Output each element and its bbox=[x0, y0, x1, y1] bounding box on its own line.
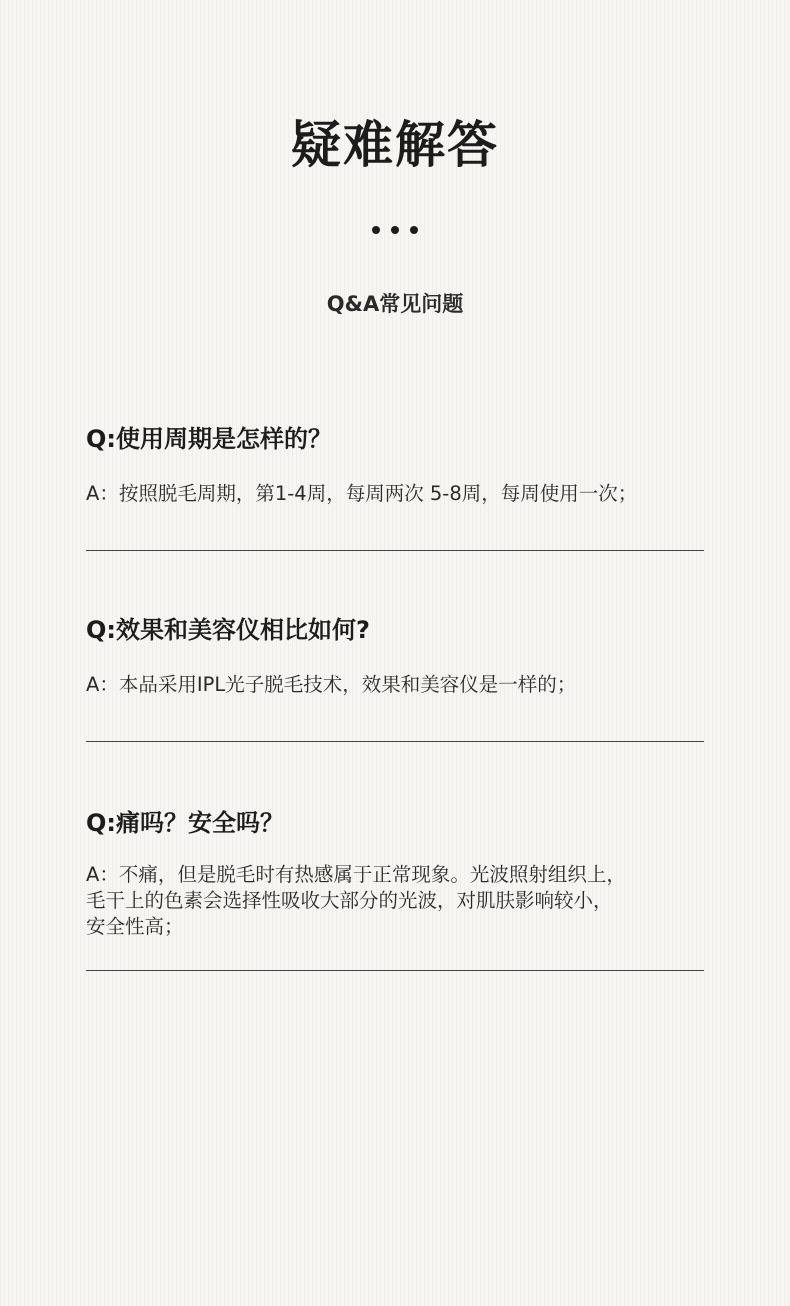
faq-question: Q:使用周期是怎样的？ bbox=[86, 425, 332, 453]
faq-question: Q:痛吗？安全吗？ bbox=[86, 809, 284, 837]
faq-answer: A：本品采用IPL光子脱毛技术，效果和美容仪是一样的； bbox=[86, 673, 577, 696]
faq-item-usage-cycle bbox=[86, 422, 704, 507]
faq-divider bbox=[86, 550, 704, 551]
faq-divider bbox=[86, 741, 704, 742]
faq-item-effect-comparison bbox=[86, 613, 704, 698]
decorative-dots bbox=[0, 226, 790, 238]
faq-answer-line: 安全性高； bbox=[86, 915, 184, 938]
faq-answer: A：按照脱毛周期，第1-4周，每周两次 5-8周，每周使用一次； bbox=[86, 482, 638, 505]
faq-question: Q:效果和美容仪相比如何? bbox=[86, 616, 370, 644]
dot-icon bbox=[410, 226, 418, 234]
dot-icon bbox=[391, 226, 399, 234]
faq-divider bbox=[86, 970, 704, 971]
faq-item-pain-safety bbox=[86, 806, 704, 940]
page-title: 疑难解答 bbox=[291, 116, 499, 174]
faq-answer bbox=[86, 862, 704, 940]
dot-icon bbox=[372, 226, 380, 234]
faq-answer-line: A：不痛，但是脱毛时有热感属于正常现象。光波照射组织上， bbox=[86, 863, 626, 886]
faq-answer-line: 毛干上的色素会选择性吸收大部分的光波，对肌肤影响较小， bbox=[86, 889, 613, 912]
page-subtitle: Q&A常见问题 bbox=[326, 292, 464, 316]
